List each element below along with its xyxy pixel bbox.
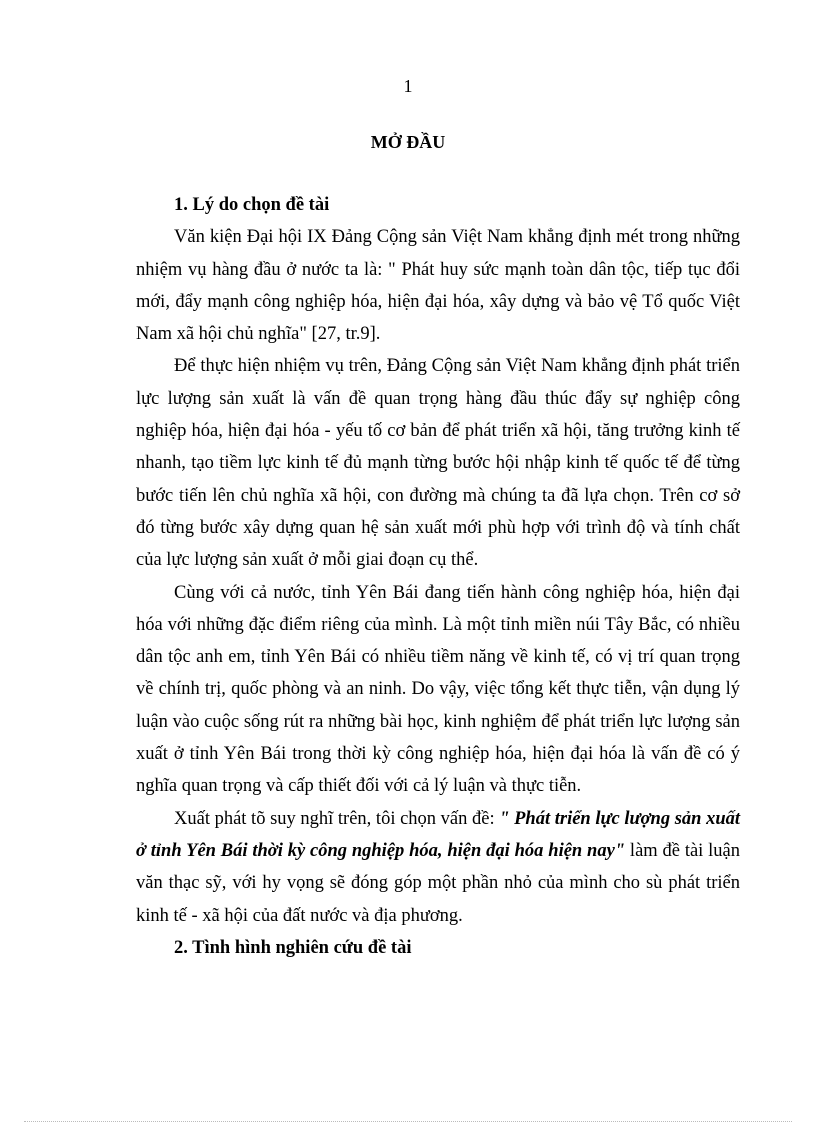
paragraph-1: Văn kiện Đại hội IX Đảng Cộng sản Việt Nam khẳng định mét trong những nhiệm vụ hàng đầu ở nước ta là: " Phát huy sức mạnh toàn dân tộc, tiếp tục đổi mới, đẩy mạnh công nghiệp hóa, hiện đại hóa, xây dựng và bảo vệ Tổ quốc Việt Nam xã hội chủ nghĩa" [27, tr.9]. xyxy=(136,227,740,345)
page-title: MỞ ĐẦU xyxy=(370,132,446,152)
paragraph-4-tail: làm đề tài luận văn thạc sỹ, với hy vọng sẽ đóng góp một phần nhỏ của mình cho sù phát triển kinh tế - xã hội của đất nước và địa phương. xyxy=(136,840,741,926)
section-heading-1: 1. Lý do chọn đề tài xyxy=(174,195,330,215)
thesis-title-emphasis: " Phát triển lực lượng sản xuất ở tỉnh Yên Bái thời kỳ công nghiệp hóa, hiện đại hóa hiện nay" xyxy=(136,808,741,861)
paragraph-4-lead: Xuất phát tõ suy nghĩ trên, tôi chọn vấn đề: xyxy=(174,808,500,829)
section-heading-2: 2. Tình hình nghiên cứu đề tài xyxy=(174,937,412,958)
paragraph-3: Cùng với cả nước, tỉnh Yên Bái đang tiến hành công nghiệp hóa, hiện đại hóa với những đặc điểm riêng của mình. Là một tỉnh miền núi Tây Bắc, có nhiều dân tộc anh em, tỉnh Yên Bái có nhiều tiềm năng về kinh tế, có vị trí quan trọng về chính trị, quốc phòng và an ninh. Do vậy, việc tổng kết thực tiễn, vận dụng lý luận vào cuộc sống rút ra những bài học, kinh nghiệm để phát triển lực lượng sản xuất ở tỉnh Yên Bái trong thời kỳ công nghiệp hóa, hiện đại hóa là vấn đề có ý nghĩa quan trọng và cấp thiết đối với cả lý luận và thực tiễn. xyxy=(136,582,740,797)
paragraph-2: Để thực hiện nhiệm vụ trên, Đảng Cộng sản Việt Nam khẳng định phát triển lực lượng sản xuất là vấn đề quan trọng hàng đầu thúc đẩy sự nghiệp công nghiệp hóa, hiện đại hóa - yếu tố cơ bản để phát triển xã hội, tăng trưởng kinh tế nhanh, tạo tiềm lực kinh tế đủ mạnh từng bước hội nhập kinh tế quốc tế để từng bước tiến lên chủ nghĩa xã hội, con đường mà chúng ta đã lựa chọn. Trên cơ sở đó từng bước xây dựng quan hệ sản xuất mới phù hợp với trình độ và tính chất của lực lượng sản xuất ở mỗi giai đoạn cụ thể. xyxy=(136,356,740,571)
document-body xyxy=(136,189,740,964)
paragraph-4 xyxy=(136,803,740,932)
page-number: 1 xyxy=(403,76,413,96)
page-bottom-divider xyxy=(24,1121,792,1122)
